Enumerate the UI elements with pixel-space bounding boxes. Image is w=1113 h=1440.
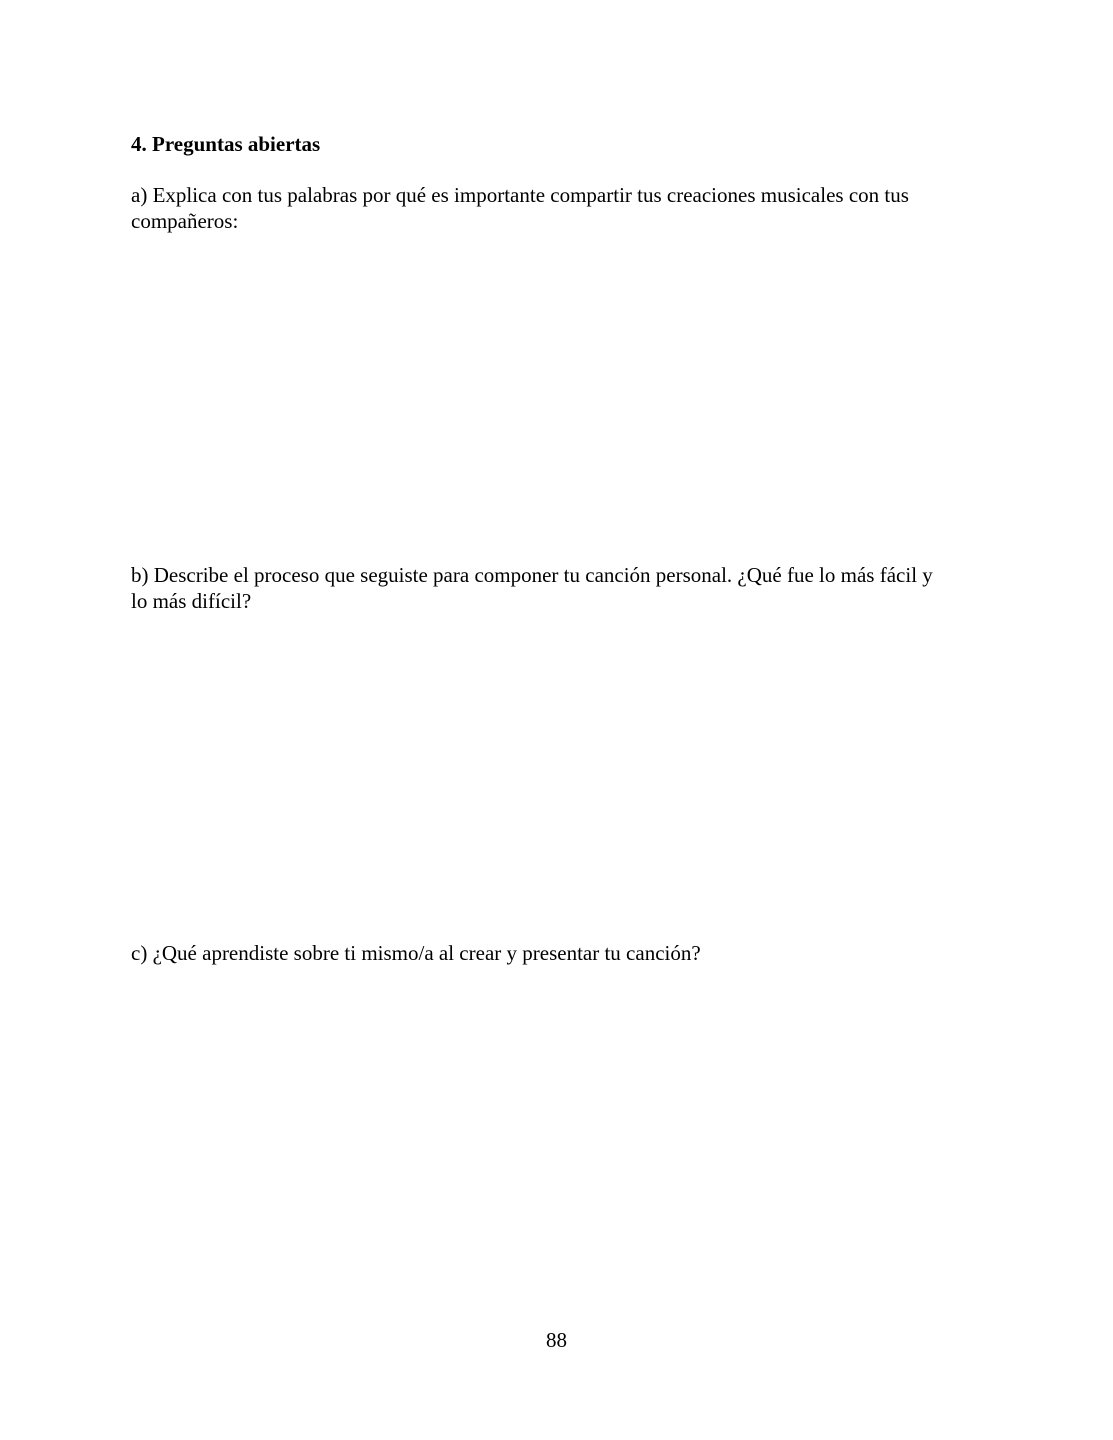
question-a [131, 182, 991, 234]
question-b-line-1: b) Describe el proceso que seguiste para componer tu canción personal. ¿Qué fue lo más fácil y [131, 563, 933, 587]
question-b-line-2: lo más difícil? [131, 589, 252, 613]
page-number: 88 [546, 1328, 567, 1352]
question-c [131, 940, 991, 966]
section-heading: 4. Preguntas abiertas [131, 132, 321, 156]
question-b [131, 562, 991, 614]
question-a-line-1: a) Explica con tus palabras por qué es importante compartir tus creaciones musicales con tus [131, 183, 909, 207]
question-c-line-1: c) ¿Qué aprendiste sobre ti mismo/a al crear y presentar tu canción? [131, 941, 701, 965]
question-a-line-2: compañeros: [131, 209, 239, 233]
